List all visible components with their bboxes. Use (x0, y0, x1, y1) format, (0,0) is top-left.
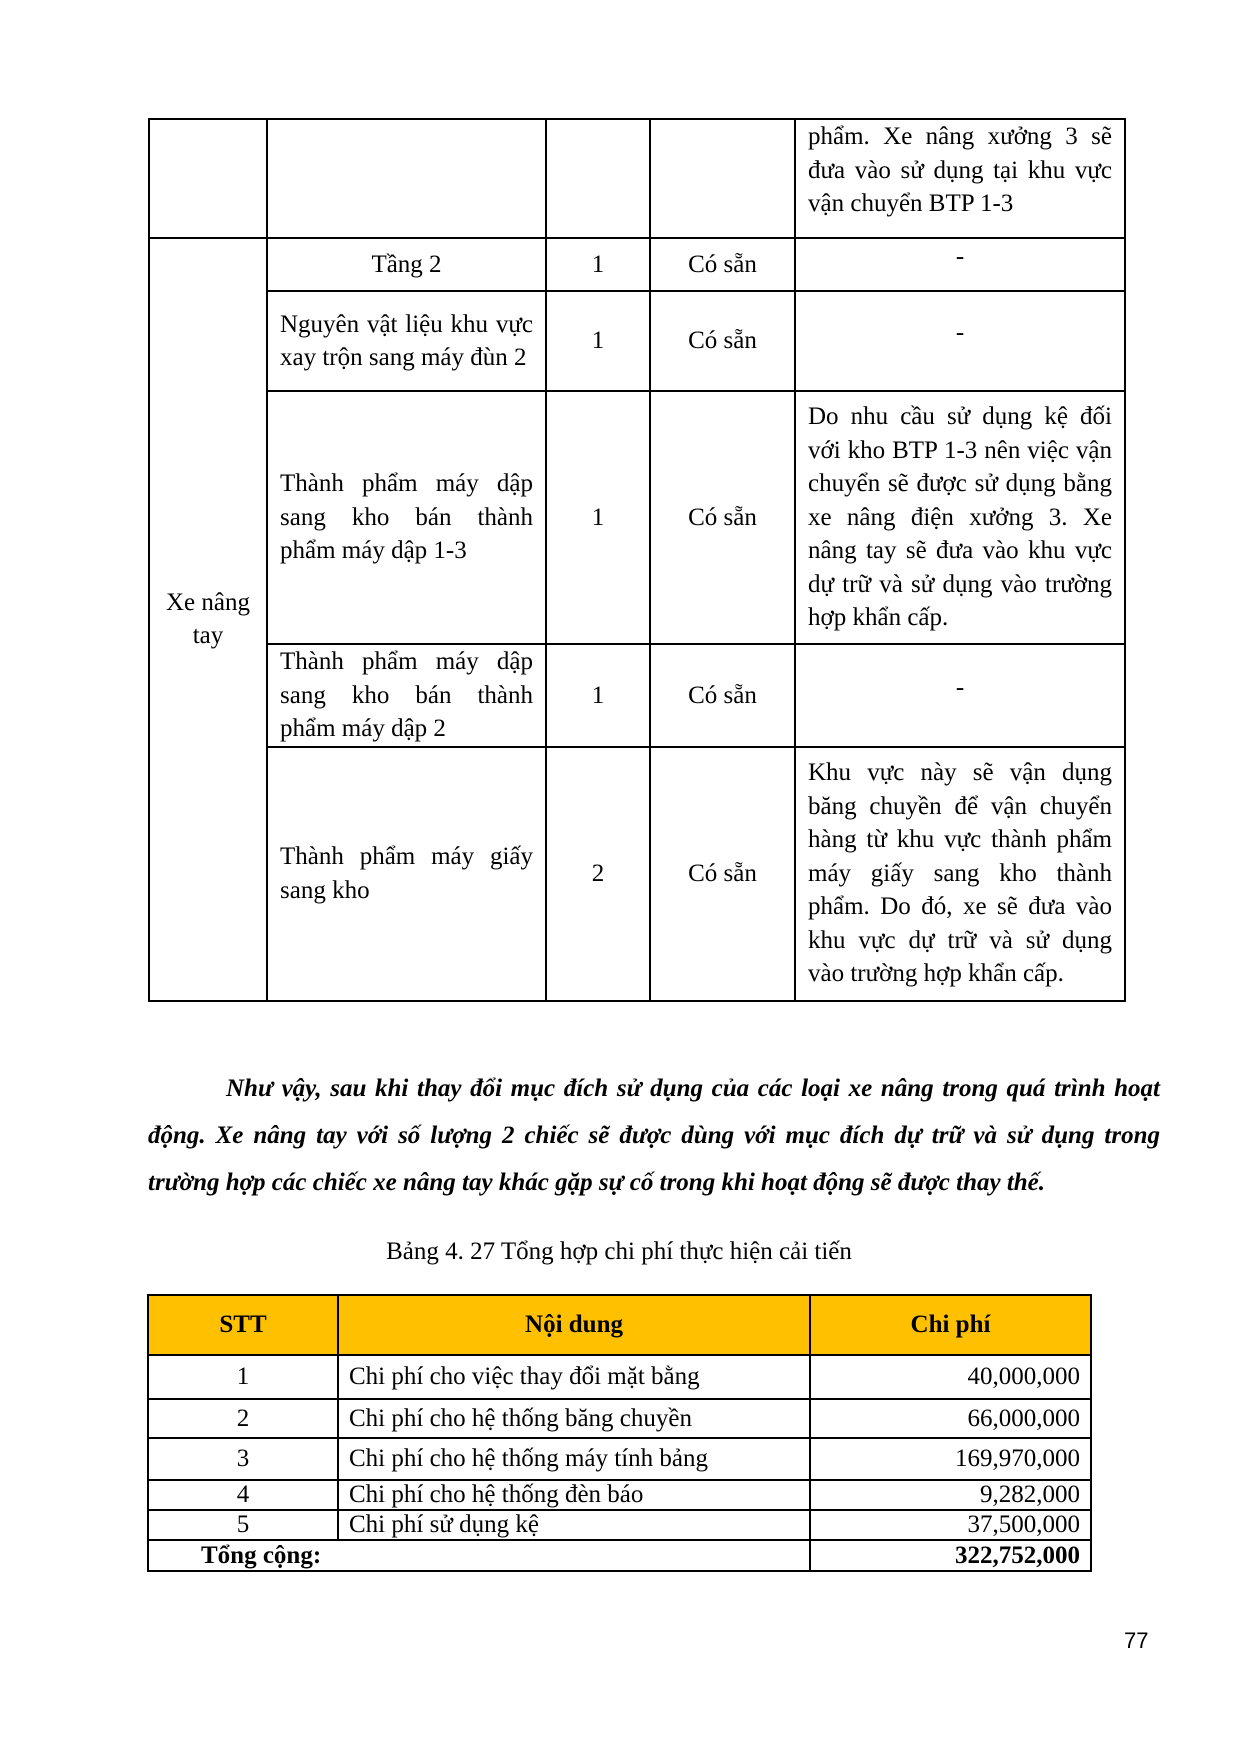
total-label: Tổng cộng: (148, 1540, 810, 1571)
status-cell: Có sẵn (650, 391, 795, 644)
table-row (149, 391, 1125, 644)
table-caption: Bảng 4. 27 Tổng hợp chi phí thực hiện cải tiến (386, 1238, 852, 1265)
table-row (149, 747, 1125, 1001)
qty-cell: 2 (546, 747, 650, 1001)
qty-cell: 1 (546, 644, 650, 747)
status-cell: Có sẵn (650, 644, 795, 747)
group-label-cell: Xe nâng tay (149, 238, 267, 1001)
stt-cell: 5 (148, 1510, 338, 1540)
qty-cell: 1 (546, 238, 650, 291)
total-row (148, 1540, 1091, 1571)
table-row (149, 291, 1125, 391)
table-row (149, 644, 1125, 747)
status-cell: Có sẵn (650, 291, 795, 391)
note-dash: - (955, 242, 965, 270)
forklift-allocation-table (148, 118, 1126, 1002)
note-cell: Khu vực này sẽ vận dụng băng chuyền để vận chuyển hàng từ khu vực thành phẩm máy giấy sang kho thành phẩm. Do đó, xe sẽ đưa vào khu vực dự trữ và sử dụng vào trường hợp khẩn cấp. (795, 747, 1125, 1001)
area-cell: Nguyên vật liệu khu vực xay trộn sang máy đùn 2 (267, 291, 546, 391)
area-cell: Tầng 2 (267, 238, 546, 291)
stt-cell: 3 (148, 1438, 338, 1480)
note-cell (795, 291, 1125, 391)
cost-cell: 169,970,000 (810, 1438, 1091, 1480)
table-row (148, 1510, 1091, 1540)
stt-cell: 2 (148, 1399, 338, 1438)
header-content: Nội dung (338, 1295, 810, 1355)
status-cell: Có sẵn (650, 238, 795, 291)
table-header-row (148, 1295, 1091, 1355)
cost-cell: 40,000,000 (810, 1355, 1091, 1399)
cost-cell: 37,500,000 (810, 1510, 1091, 1540)
content-cell: Chi phí sử dụng kệ (338, 1510, 810, 1540)
content-cell: Chi phí cho hệ thống máy tính bảng (338, 1438, 810, 1480)
header-cost: Chi phí (810, 1295, 1091, 1355)
table-cell (149, 119, 267, 238)
note-dash: - (955, 673, 965, 701)
table-row (148, 1480, 1091, 1510)
area-cell: Thành phẩm máy giấy sang kho (267, 747, 546, 1001)
table-cell (267, 119, 546, 238)
content-cell: Chi phí cho hệ thống đèn báo (338, 1480, 810, 1510)
content-cell: Chi phí cho hệ thống băng chuyền (338, 1399, 810, 1438)
table-row (148, 1399, 1091, 1438)
qty-cell: 1 (546, 391, 650, 644)
status-cell: Có sẵn (650, 747, 795, 1001)
note-cell: phẩm. Xe nâng xưởng 3 sẽ đưa vào sử dụng tại khu vực vận chuyển BTP 1-3 (795, 119, 1125, 238)
stt-cell: 1 (148, 1355, 338, 1399)
cost-cell: 9,282,000 (810, 1480, 1091, 1510)
page-number: 77 (1124, 1628, 1149, 1653)
note-cell: Do nhu cầu sử dụng kệ đối với kho BTP 1-3 nên việc vận chuyển sẽ được sử dụng bằng xe nâng điện xưởng 3. Xe nâng tay sẽ đưa vào khu vực dự trữ và sử dụng vào trường hợp khẩn cấp. (795, 391, 1125, 644)
header-stt: STT (148, 1295, 338, 1355)
cost-summary-table (147, 1294, 1092, 1572)
table-row (148, 1438, 1091, 1480)
area-cell: Thành phẩm máy dập sang kho bán thành phẩm máy dập 2 (267, 644, 546, 747)
summary-paragraph: Như vậy, sau khi thay đổi mục đích sử dụng của các loại xe nâng trong quá trình hoạt động. Xe nâng tay với số lượng 2 chiếc sẽ được dùng với mục đích dự trữ và sử dụng trong trường hợp các chiếc xe nâng tay khác gặp sự cố trong khi hoạt động sẽ được thay thế. (148, 1075, 1160, 1196)
area-cell: Thành phẩm máy dập sang kho bán thành phẩm máy dập 1-3 (267, 391, 546, 644)
table-row-continuation (149, 119, 1125, 238)
table-cell (650, 119, 795, 238)
stt-cell: 4 (148, 1480, 338, 1510)
note-dash: - (955, 319, 965, 347)
table-cell (546, 119, 650, 238)
content-cell: Chi phí cho việc thay đổi mặt bằng (338, 1355, 810, 1399)
table-row (149, 238, 1125, 291)
note-cell (795, 238, 1125, 291)
table-row (148, 1355, 1091, 1399)
total-value: 322,752,000 (810, 1540, 1091, 1571)
note-cell (795, 644, 1125, 747)
cost-cell: 66,000,000 (810, 1399, 1091, 1438)
qty-cell: 1 (546, 291, 650, 391)
